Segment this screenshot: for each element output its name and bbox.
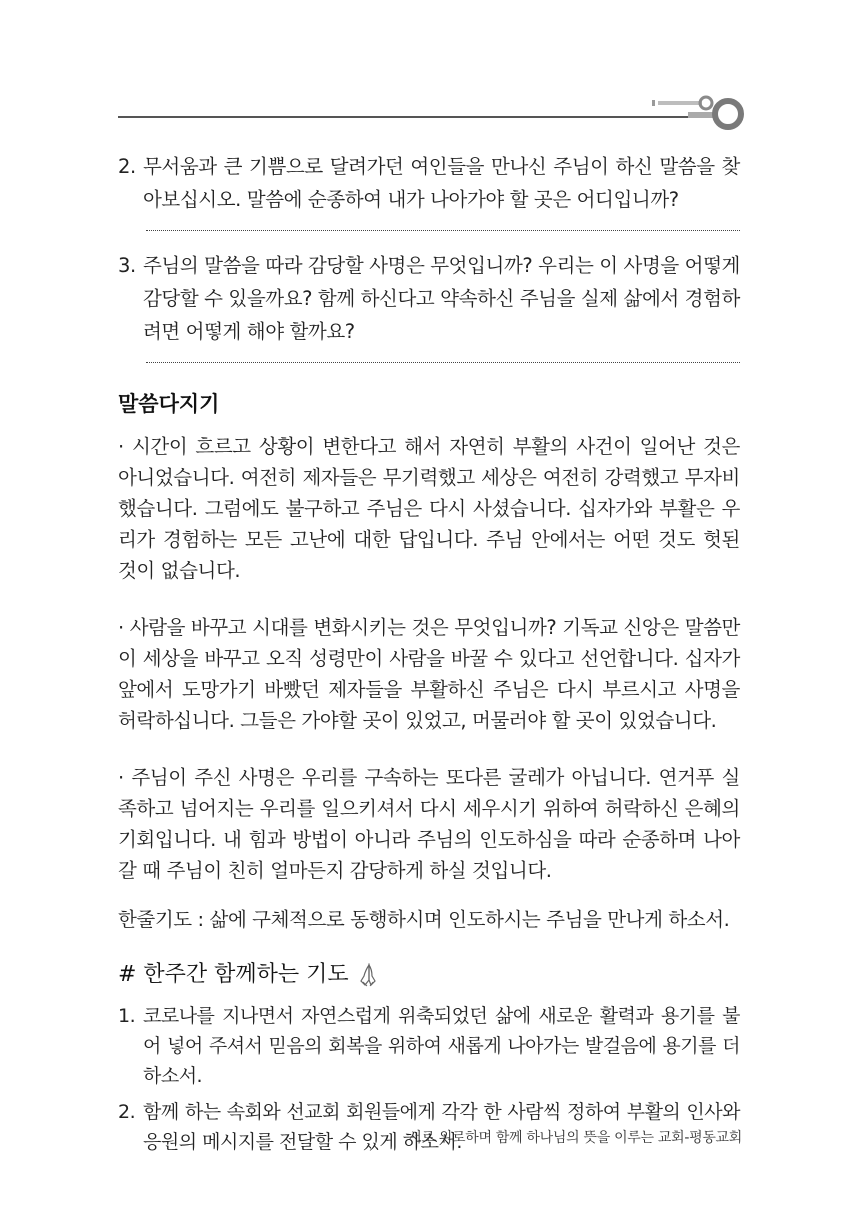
answer-line[interactable] bbox=[146, 362, 740, 363]
prayer-number: 1. bbox=[118, 1005, 136, 1027]
answer-line[interactable] bbox=[146, 230, 740, 231]
page-footer: 서로 위로하며 함께 하나님의 뜻을 이루는 교회-평동교회 bbox=[408, 1130, 742, 1146]
header-decoration-icon bbox=[648, 92, 748, 132]
question-text: 무서움과 큰 기쁨으로 달려가던 여인들을 만나신 주님이 하신 말씀을 찾아보십시오. 말씀에 순종하여 내가 나아가야 할 곳은 어디입니까? bbox=[143, 155, 740, 211]
paragraph: · 사람을 바꾸고 시대를 변화시키는 것은 무엇입니까? 기독교 신앙은 말씀만이 세상을 바꾸고 오직 성령만이 사람을 바꿀 수 있다고 선언합니다. 십자가 앞에서 도망가기 바빴던 제자들을 부활하신 주님은 다시 부르시고 사명을 허락하십니다. 그들은 가야할 곳이 있었고, 머물러야 할 곳이 있었습니다. bbox=[118, 616, 740, 732]
prayer-number: 2. bbox=[118, 1101, 136, 1123]
question-number: 3. bbox=[118, 254, 136, 277]
section-title: 말씀다지기 bbox=[118, 392, 220, 416]
paragraph: · 시간이 흐르고 상황이 변한다고 해서 자연히 부활의 사건이 일어난 것은 아니었습니다. 여전히 제자들은 무기력했고 세상은 여전히 강력했고 무자비했습니다. 그럼에도 불구하고 주님은 다시 사셨습니다. 십자가와 부활은 우리가 경험하는 모든 고난에 대한 답입니다. 주님 안에서는 어떤 것도 헛된 것이 없습니다. bbox=[118, 435, 740, 582]
prayer-section-title bbox=[118, 959, 740, 991]
question-item bbox=[118, 150, 740, 216]
one-line-prayer: 한줄기도 : 삶에 구체적으로 동행하시며 인도하시는 주님을 만나게 하소서. bbox=[118, 908, 730, 931]
header-rule bbox=[118, 116, 724, 118]
prayer-title-text: # 한주간 함께하는 기도 bbox=[118, 962, 349, 987]
prayer-text: 코로나를 지나면서 자연스럽게 위축되었던 삶에 새로운 활력과 용기를 불어 넣어 주셔서 믿음의 회복을 위하여 새롭게 나아가는 발걸음에 용기를 더하소서. bbox=[143, 1005, 740, 1087]
prayer-text: 함께 하는 속회와 선교회 회원들에게 각각 한 사람씩 정하여 부활의 인사와 응원의 메시지를 전달할 수 있게 하소서. bbox=[143, 1101, 740, 1153]
praying-hands-icon bbox=[357, 962, 381, 988]
question-number: 2. bbox=[118, 155, 136, 178]
question-text: 주님의 말씀을 따라 감당할 사명은 무엇입니까? 우리는 이 사명을 어떻게 감당할 수 있을까요? 함께 하신다고 약속하신 주님을 실제 삶에서 경험하려면 어떻게 해야 할까요? bbox=[143, 254, 740, 343]
prayer-item bbox=[118, 1001, 740, 1091]
page-content bbox=[118, 150, 740, 1163]
question-item bbox=[118, 249, 740, 348]
paragraph: · 주님이 주신 사명은 우리를 구속하는 또다른 굴레가 아닙니다. 연거푸 실족하고 넘어지는 우리를 일으키셔서 다시 세우시기 위하여 허락하신 은혜의 기회입니다. 내 힘과 방법이 아니라 주님의 인도하심을 따라 순종하며 나아갈 때 주님이 친히 얼마든지 감당하게 하실 것입니다. bbox=[118, 766, 740, 882]
